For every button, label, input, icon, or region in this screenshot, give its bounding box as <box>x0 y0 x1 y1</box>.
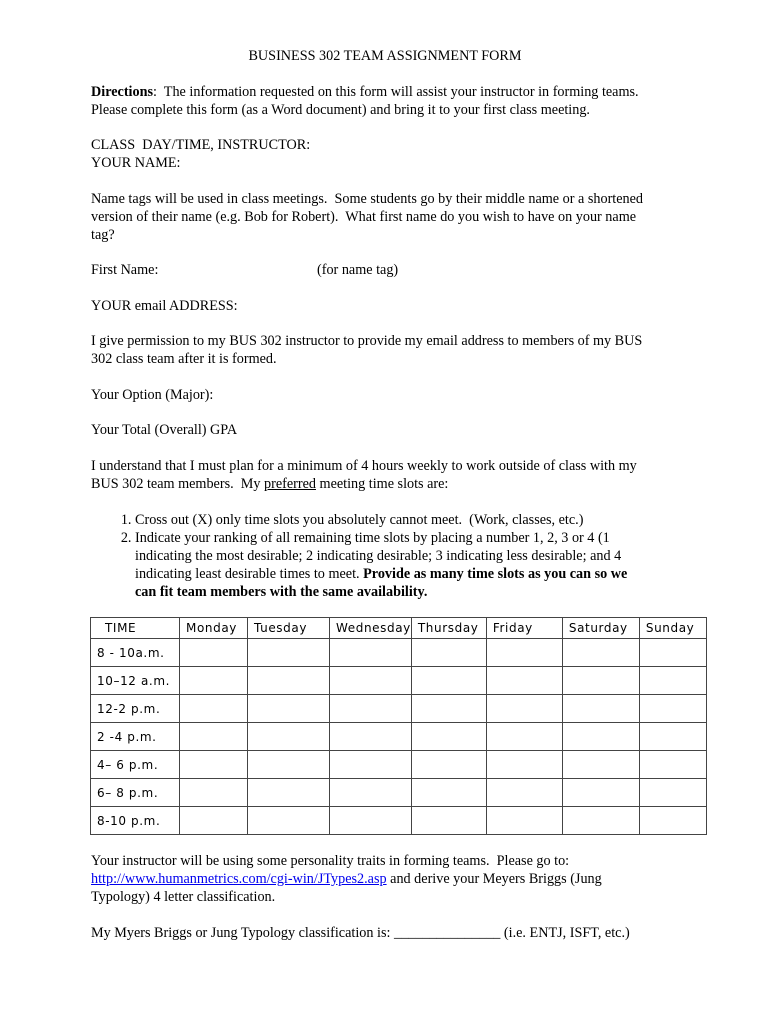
slot-cell-monday[interactable] <box>180 639 248 667</box>
slot-cell-friday[interactable] <box>486 779 562 807</box>
header-tuesday: Tuesday <box>248 618 330 639</box>
instruction-2-bold-1: Provide as many time slots as you can so we <box>363 566 628 582</box>
slot-cell-wednesday[interactable] <box>330 667 412 695</box>
directions-colon: : <box>153 84 164 100</box>
time-slot-label: 12-2 p.m. <box>91 695 180 723</box>
table-row <box>91 779 707 807</box>
table-row <box>91 751 707 779</box>
table-header-row <box>91 618 707 639</box>
slot-cell-wednesday[interactable] <box>330 723 412 751</box>
personality-line-3: Typology) 4 letter classification. <box>91 889 276 905</box>
slot-cell-monday[interactable] <box>180 751 248 779</box>
slot-cell-monday[interactable] <box>180 807 248 835</box>
slot-cell-friday[interactable] <box>486 723 562 751</box>
table-row <box>91 695 707 723</box>
personality-paragraph <box>91 852 691 906</box>
slot-cell-friday[interactable] <box>486 695 562 723</box>
slot-cell-sunday[interactable] <box>639 639 706 667</box>
instruction-2-line-3 <box>135 565 720 583</box>
name-tags-paragraph <box>91 190 691 244</box>
slot-cell-tuesday[interactable] <box>248 779 330 807</box>
time-slot-label: 4– 6 p.m. <box>91 751 180 779</box>
your-name-label: YOUR NAME: <box>91 155 181 171</box>
slot-cell-tuesday[interactable] <box>248 639 330 667</box>
preferred-word: preferred <box>264 476 316 492</box>
instruction-2-line-1: 2. Indicate your ranking of all remaining time slots by placing a number 1, 2, 3 or 4 (1 <box>135 530 610 546</box>
slot-cell-saturday[interactable] <box>562 751 639 779</box>
slot-cell-monday[interactable] <box>180 779 248 807</box>
directions-line-2: Please complete this form (as a Word document) and bring it to your first class meeting. <box>91 102 590 118</box>
slot-cell-tuesday[interactable] <box>248 751 330 779</box>
slot-cell-saturday[interactable] <box>562 807 639 835</box>
plan-line-1: I understand that I must plan for a minimum of 4 hours weekly to work outside of class with my <box>91 458 637 474</box>
slot-cell-thursday[interactable] <box>411 695 486 723</box>
personality-line-1: Your instructor will be using some personality traits in forming teams. Please go to: <box>91 853 570 869</box>
option-label: Your Option (Major): <box>91 387 214 403</box>
personality-line-2 <box>91 870 691 888</box>
email-label: YOUR email ADDRESS: <box>91 298 238 314</box>
slot-cell-sunday[interactable] <box>639 667 706 695</box>
slot-cell-wednesday[interactable] <box>330 695 412 723</box>
header-monday: Monday <box>180 618 248 639</box>
slot-cell-thursday[interactable] <box>411 723 486 751</box>
slot-cell-monday[interactable] <box>180 723 248 751</box>
slot-cell-tuesday[interactable] <box>248 667 330 695</box>
first-name-note: (for name tag) <box>317 262 399 278</box>
instruction-2-line-3-text: indicating least desirable times to meet. <box>135 566 364 582</box>
table-row <box>91 667 707 695</box>
plan-paragraph <box>91 457 691 493</box>
header-saturday: Saturday <box>562 618 639 639</box>
availability-table <box>90 617 707 835</box>
class-info-fields <box>91 136 691 172</box>
instructions-list <box>91 511 720 601</box>
slot-cell-friday[interactable] <box>486 751 562 779</box>
directions-label: Directions <box>91 84 153 100</box>
table-row <box>91 639 707 667</box>
slot-cell-thursday[interactable] <box>411 751 486 779</box>
slot-cell-sunday[interactable] <box>639 779 706 807</box>
slot-cell-saturday[interactable] <box>562 695 639 723</box>
time-slot-label: 6– 8 p.m. <box>91 779 180 807</box>
slot-cell-sunday[interactable] <box>639 723 706 751</box>
slot-cell-thursday[interactable] <box>411 779 486 807</box>
permission-line-1: I give permission to my BUS 302 instructor to provide my email address to members of my BUS <box>91 333 643 349</box>
header-sunday: Sunday <box>639 618 706 639</box>
slot-cell-thursday[interactable] <box>411 667 486 695</box>
table-row <box>91 807 707 835</box>
table-row <box>91 723 707 751</box>
permission-paragraph <box>91 332 691 368</box>
slot-cell-tuesday[interactable] <box>248 695 330 723</box>
directions-line-1 <box>91 83 691 101</box>
slot-cell-monday[interactable] <box>180 695 248 723</box>
slot-cell-friday[interactable] <box>486 807 562 835</box>
slot-cell-wednesday[interactable] <box>330 807 412 835</box>
name-tags-line-3: tag? <box>91 227 115 243</box>
slot-cell-thursday[interactable] <box>411 639 486 667</box>
gpa-label: Your Total (Overall) GPA <box>91 422 238 438</box>
slot-cell-saturday[interactable] <box>562 779 639 807</box>
form-title: BUSINESS 302 TEAM ASSIGNMENT FORM <box>248 48 522 64</box>
instruction-1: 1. Cross out (X) only time slots you absolutely cannot meet. (Work, classes, etc.) <box>135 511 720 529</box>
header-wednesday: Wednesday <box>330 618 412 639</box>
directions-paragraph <box>91 83 691 119</box>
slot-cell-tuesday[interactable] <box>248 807 330 835</box>
header-friday: Friday <box>486 618 562 639</box>
slot-cell-sunday[interactable] <box>639 751 706 779</box>
first-name-label: First Name: <box>91 262 159 278</box>
slot-cell-tuesday[interactable] <box>248 723 330 751</box>
humanmetrics-link[interactable]: http://www.humanmetrics.com/cgi-win/JTypes2.asp <box>91 871 387 887</box>
slot-cell-wednesday[interactable] <box>330 639 412 667</box>
instruction-2-line-2: indicating the most desirable; 2 indicating desirable; 3 indicating less desirable; and 4 <box>135 548 622 564</box>
header-time: TIME <box>91 618 180 639</box>
personality-line-2-rest: and derive your Meyers Briggs (Jung <box>386 871 602 887</box>
table-body <box>91 639 707 835</box>
permission-line-2: 302 class team after it is formed. <box>91 351 277 367</box>
slot-cell-sunday[interactable] <box>639 807 706 835</box>
slot-cell-saturday[interactable] <box>562 667 639 695</box>
plan-line-2-start: BUS 302 team members. My <box>91 476 264 492</box>
slot-cell-wednesday[interactable] <box>330 779 412 807</box>
myers-briggs-line: My Myers Briggs or Jung Typology classification is: _______________ (i.e. ENTJ, ISFT, etc.) <box>91 925 630 941</box>
time-slot-label: 8-10 p.m. <box>91 807 180 835</box>
slot-cell-friday[interactable] <box>486 639 562 667</box>
slot-cell-thursday[interactable] <box>411 807 486 835</box>
time-slot-label: 8 - 10a.m. <box>91 639 180 667</box>
slot-cell-sunday[interactable] <box>639 695 706 723</box>
directions-text-1: The information requested on this form will assist your instructor in forming teams. <box>163 84 639 100</box>
time-slot-label: 10–12 a.m. <box>91 667 180 695</box>
slot-cell-friday[interactable] <box>486 667 562 695</box>
plan-line-2 <box>91 475 691 493</box>
slot-cell-saturday[interactable] <box>562 639 639 667</box>
instruction-2 <box>135 529 720 601</box>
plan-line-2-end: meeting time slots are: <box>315 476 449 492</box>
slot-cell-saturday[interactable] <box>562 723 639 751</box>
name-tags-line-1: Name tags will be used in class meetings. Some students go by their middle name or a shortened <box>91 191 644 207</box>
name-tags-line-2: version of their name (e.g. Bob for Robert). What first name do you wish to have on your name <box>91 209 637 225</box>
class-day-label: CLASS DAY/TIME, INSTRUCTOR: <box>91 137 311 153</box>
time-slot-label: 2 -4 p.m. <box>91 723 180 751</box>
slot-cell-monday[interactable] <box>180 667 248 695</box>
header-thursday: Thursday <box>411 618 486 639</box>
slot-cell-wednesday[interactable] <box>330 751 412 779</box>
instruction-2-bold-2: can fit team members with the same availability. <box>135 584 428 600</box>
